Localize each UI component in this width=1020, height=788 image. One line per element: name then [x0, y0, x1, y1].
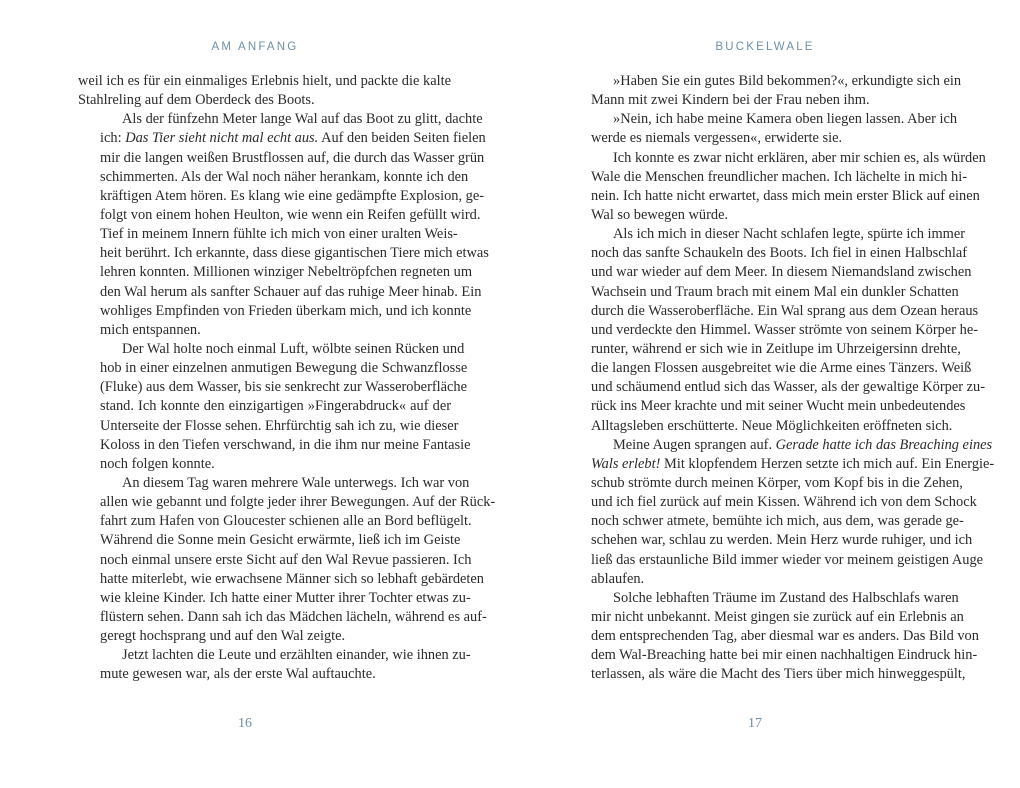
paragraph — [569, 225, 986, 436]
text-line: Mann mit zwei Kindern bei der Frau neben ihm. — [591, 92, 870, 109]
text-line: weil ich es für ein einmaliges Erlebnis hielt, und packte die kalte — [78, 73, 451, 89]
text-line: durch die Wasseroberfläche. Ein Wal sprang aus dem Ozean heraus — [591, 302, 979, 319]
italic-text: Wals erlebt! — [591, 455, 661, 472]
text-line: und ich fiel zurück auf mein Kissen. Während ich von dem Schock — [591, 494, 977, 511]
text-line: Während die Sonne mein Gesicht erwärmte, ließ ich im Geiste — [100, 532, 461, 549]
text-line: Als ich mich in dieser Nacht schlafen legte, spürte ich immer — [613, 226, 966, 243]
text-line: Stahlreling auf dem Oberdeck des Boots. — [78, 92, 315, 109]
text-line: noch einmal unsere erste Sicht auf den Wal Revue passieren. Ich — [100, 551, 472, 568]
text-line: terlassen, als wäre die Macht des Tiers über mich hinweggespült, — [591, 666, 966, 683]
text-line: Wachsein und Traum brach mit einem Mal ein dunkler Schatten — [591, 283, 959, 300]
text-line: mir die langen weißen Brustflossen auf, die durch das Wasser grün — [100, 149, 485, 166]
text-line: den Wal herum als sanfter Schauer auf das ruhige Meer hinab. Ein — [100, 283, 482, 300]
text-line: mir nicht unbekannt. Meist gingen sie zurück auf ein Erlebnis an — [591, 608, 964, 625]
text-line: Jetzt lachten die Leute und erzählten einander, wie ihnen zu- — [122, 647, 471, 664]
text-line: Wals erlebt! Mit klopfendem Herzen setzte ich mich auf. Ein Energie- — [591, 455, 995, 472]
text-line: Der Wal holte noch einmal Luft, wölbte seinen Rücken und — [122, 340, 465, 357]
text-line: wie kleine Kinder. Ich hatte einer Mutter ihrer Tochter etwas zu- — [100, 589, 471, 606]
page-number-right: 17 — [748, 716, 762, 731]
text-line: rück ins Meer krachte und mit seiner Wucht mein unbedeutendes — [591, 398, 966, 415]
text-line: mich entspannen. — [100, 321, 201, 338]
text-line: schub strömte durch meinen Körper, vom Kopf bis in die Zehen, — [591, 474, 963, 491]
text-line: wohliges Empfinden von Frieden überkam mich, und ich konnte — [100, 302, 472, 319]
text-line: noch folgen konnte. — [100, 455, 215, 472]
paragraph — [569, 110, 958, 148]
text-line: folgt von einem hohen Heulton, wie wenn ein Reifen gefüllt wird. — [100, 206, 481, 223]
text-line: Als der fünfzehn Meter lange Wal auf das Boot zu glitt, dachte — [122, 111, 483, 128]
text-line: nein. Ich hatte nicht erwartet, dass mich mein erster Blick auf einen — [591, 187, 980, 204]
text-line: runter, während er sich wie in Zeitlupe im Uhrzeigersinn drehte, — [591, 340, 961, 357]
text-line: lehren konnten. Millionen winziger Nebeltröpfchen regneten um — [100, 264, 473, 281]
text-line: flüstern sehen. Dann sah ich das Mädchen lächeln, während es auf- — [100, 608, 487, 625]
paragraph — [78, 110, 489, 340]
text-line: »Haben Sie ein gutes Bild bekommen?«, erkundigte sich ein — [613, 73, 962, 89]
text-line: Solche lebhaften Träume im Zustand des Halbschlafs waren — [613, 589, 959, 606]
right-page-body — [569, 72, 995, 685]
text-line: (Fluke) aus dem Wasser, bis sie senkrecht zur Wasseroberfläche — [100, 379, 468, 396]
text-line: stand. Ich konnte den einzigartigen »Fingerabdruck« auf der — [100, 398, 451, 415]
paragraph — [569, 589, 979, 685]
text-line: noch das sanfte Schaukeln des Boots. Ich fiel in einen Halbschlaf — [591, 245, 968, 262]
text-line: Koloss in den Tiefen verschwand, in die ihm nur meine Fantasie — [100, 436, 471, 453]
text-line: ablaufen. — [591, 570, 645, 587]
text-line: ließ das erstaunliche Bild immer wieder vor meinem geistigen Auge — [591, 551, 984, 568]
text-line: hatte miterlebt, wie erwachsene Männer sich so lebhaft gebärdeten — [100, 570, 484, 587]
text-line: dem entsprechenden Tag, aber diesmal war es anders. Das Bild von — [591, 628, 979, 645]
paragraph — [78, 72, 451, 110]
text-line: Wale die Menschen freundlicher machen. Ich lächelte in mich hi- — [591, 168, 968, 185]
text-line: Unterseite der Flosse sehen. Ehrfürchtig sah ich zu, wie dieser — [100, 417, 459, 434]
text-line: Alltagsleben erschütterte. Neue Möglichkeiten eröffneten sich. — [591, 417, 953, 434]
right-page — [510, 0, 1020, 788]
text-line: geregt hochsprang und auf den Wal zeigte. — [100, 628, 346, 645]
paragraph — [569, 149, 986, 226]
left-page-body — [78, 72, 496, 685]
running-head-left: AM ANFANG — [211, 41, 299, 53]
text-line: ich: Das Tier sieht nicht mal echt aus. Auf den beiden Seiten fielen — [100, 130, 486, 147]
text-line: Meine Augen sprangen auf. Gerade hatte ich das Breaching eines — [613, 436, 993, 453]
text-line: kräftigen Atem hören. Es klang wie eine gedämpfte Explosion, ge- — [100, 187, 485, 204]
text-line: »Nein, ich habe meine Kamera oben liegen lassen. Aber ich — [613, 111, 958, 128]
text-line: dem Wal-Breaching hatte bei mir einen nachhaltigen Eindruck hin- — [591, 647, 978, 664]
paragraph — [569, 72, 962, 110]
text-line: und verdeckte den Himmel. Wasser strömte von seinem Körper he- — [591, 321, 979, 338]
italic-text: Gerade hatte ich das Breaching eines — [775, 436, 993, 453]
text-line: An diesem Tag waren mehrere Wale unterwegs. Ich war von — [122, 474, 470, 491]
paragraph — [569, 436, 995, 589]
paragraph — [78, 340, 471, 474]
page-number-left: 16 — [238, 716, 252, 731]
text-line: noch schwer atmete, bemühte ich mich, aus dem, was gerade ge- — [591, 513, 964, 530]
text-line: die langen Flossen ausgebreitet wie die Arme eines Tänzers. Weiß — [591, 360, 972, 377]
text-line: und war wieder auf dem Meer. In diesem Niemandsland zwischen — [591, 264, 972, 281]
text-line: schehen war, schlau zu werden. Mein Herz wurde ruhiger, und ich — [591, 532, 973, 549]
text-line: werde es niemals vergessen«, erwiderte sie. — [591, 130, 843, 147]
text-line: schimmerten. Als der Wal noch näher herankam, konnte ich den — [100, 168, 469, 185]
running-head-right: BUCKELWALE — [715, 41, 815, 53]
text-line: Wal so bewegen würde. — [591, 206, 729, 223]
text-line: allen wie gebannt und folgte jeder ihrer Bewegungen. Auf der Rück- — [100, 494, 496, 511]
paragraph — [78, 646, 471, 684]
text-line: mute gewesen war, als der erste Wal auftauchte. — [100, 666, 376, 683]
paragraph — [78, 474, 496, 646]
text-line: Ich konnte es zwar nicht erklären, aber mir schien es, als würden — [613, 149, 986, 166]
italic-text: Das Tier sieht nicht mal echt aus. — [125, 130, 319, 147]
text-line: fahrt zum Hafen von Gloucester schienen alle an Bord beflügelt. — [100, 513, 472, 530]
text-line: Tief in meinem Innern fühlte ich mich von einer uralten Weis- — [100, 226, 458, 243]
text-line: hob in einer einzelnen anmutigen Bewegung die Schwanzflosse — [100, 360, 468, 377]
text-line: und schäumend entlud sich das Wasser, als der gewaltige Körper zu- — [591, 379, 986, 396]
text-line: heit berührt. Ich erkannte, dass diese gigantischen Tiere mich etwas — [100, 245, 489, 262]
